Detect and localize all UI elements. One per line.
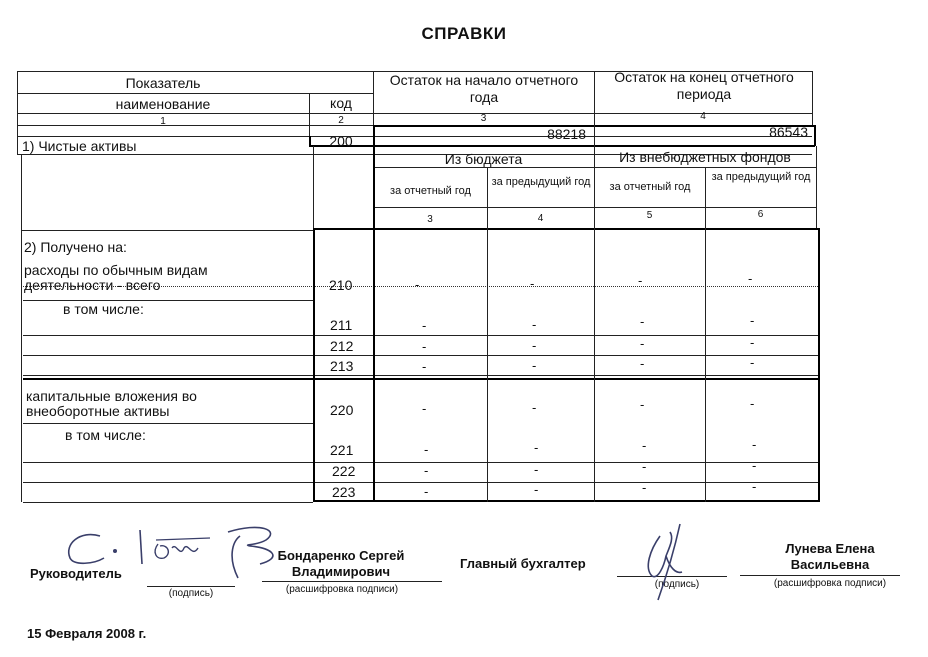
row-212-value: - — [532, 338, 537, 353]
row-222-value: - — [424, 463, 429, 478]
header-code: код — [330, 95, 352, 111]
document-date: 15 Февраля 2008 г. — [27, 626, 147, 641]
row-210-label: расходы по обычным видам деятельности - всего — [24, 262, 208, 293]
head-name: Бондаренко Сергей Владимирович — [277, 548, 405, 579]
head-signature-image — [60, 518, 290, 582]
row-221-code: 221 — [330, 442, 354, 458]
header-name: наименование — [115, 96, 211, 112]
row-212-value: - — [750, 335, 755, 350]
row-211-value: - — [750, 313, 755, 328]
row-211-value: - — [532, 317, 537, 332]
row-212-code: 212 — [330, 338, 354, 354]
net-assets-end: 86543 — [769, 124, 808, 140]
head-decode-caption: (расшифровка подписи) — [285, 584, 399, 595]
row-220-value: - — [750, 396, 755, 411]
row-210-value: - — [748, 271, 753, 286]
row-221-value: - — [424, 442, 429, 457]
col-num-4b: 4 — [537, 213, 544, 224]
accountant-name: Лунева Елена Васильевна — [785, 541, 875, 572]
row-211-label: в том числе: — [63, 301, 144, 317]
row-223-code: 223 — [332, 484, 356, 500]
header-end-balance: Остаток на конец отчетного периода — [614, 69, 794, 102]
subheader-offbudget-prev: за предыдущий год — [711, 171, 811, 183]
subheader-offbudget: Из внебюджетных фондов — [619, 149, 791, 165]
row-222-value: - — [752, 458, 757, 473]
row-221-value: - — [752, 437, 757, 452]
subheader-budget-current: за отчетный год — [390, 185, 471, 197]
col-num-4: 4 — [700, 111, 706, 122]
received-heading: 2) Получено на: — [24, 239, 127, 255]
row-213-value: - — [532, 358, 537, 373]
page-title: СПРАВКИ — [421, 24, 507, 43]
row-222-value: - — [534, 462, 539, 477]
row-223-value: - — [752, 479, 757, 494]
head-signature-caption: (подпись) — [168, 588, 214, 599]
subheader-budget-prev: за предыдущий год — [491, 176, 591, 188]
row-222-code: 222 — [332, 463, 356, 479]
net-assets-label: 1) Чистые активы — [22, 138, 137, 154]
col-num-3: 3 — [480, 113, 487, 124]
row-220-label: капитальные вложения во внеоборотные активы — [26, 388, 197, 419]
row-213-code: 213 — [330, 358, 354, 374]
row-223-value: - — [642, 480, 647, 495]
row-221-label: в том числе: — [65, 427, 146, 443]
subheader-budget: Из бюджета — [444, 151, 523, 167]
accountant-signature-caption: (подпись) — [654, 579, 700, 590]
row-210-code: 210 — [329, 277, 353, 293]
col-num-5: 5 — [646, 210, 653, 221]
col-num-3b: 3 — [427, 214, 433, 225]
row-211-value: - — [422, 318, 427, 333]
row-220-value: - — [422, 401, 427, 416]
accountant-signature-image — [630, 516, 700, 606]
header-indicator: Показатель — [125, 75, 201, 91]
row-212-value: - — [422, 339, 427, 354]
col-num-2: 2 — [338, 115, 344, 126]
accountant-decode-caption: (расшифровка подписи) — [773, 578, 887, 589]
row-223-value: - — [534, 482, 539, 497]
row-220-code: 220 — [330, 402, 354, 418]
row-211-code: 211 — [330, 317, 353, 333]
row-211-value: - — [640, 314, 645, 329]
row-220-value: - — [640, 397, 645, 412]
header-start-balance: Остаток на начало отчетного года — [389, 72, 579, 105]
net-assets-code: 200 — [329, 133, 353, 149]
row-210-value: - — [530, 276, 535, 291]
row-210-value: - — [415, 277, 420, 292]
subheader-offbudget-current: за отчетный год — [609, 181, 691, 193]
row-221-value: - — [642, 438, 647, 453]
row-213-value: - — [640, 356, 645, 371]
head-label: Руководитель — [30, 566, 122, 581]
row-213-value: - — [422, 359, 427, 374]
col-num-1: 1 — [160, 116, 166, 127]
row-213-value: - — [750, 355, 755, 370]
net-assets-start: 88218 — [547, 126, 586, 142]
accountant-label: Главный бухгалтер — [460, 556, 586, 571]
row-222-value: - — [642, 459, 647, 474]
row-210-value: - — [638, 273, 643, 288]
row-212-value: - — [640, 336, 645, 351]
col-num-6: 6 — [757, 209, 764, 220]
row-220-value: - — [532, 400, 537, 415]
row-221-value: - — [534, 440, 539, 455]
row-223-value: - — [424, 484, 429, 499]
